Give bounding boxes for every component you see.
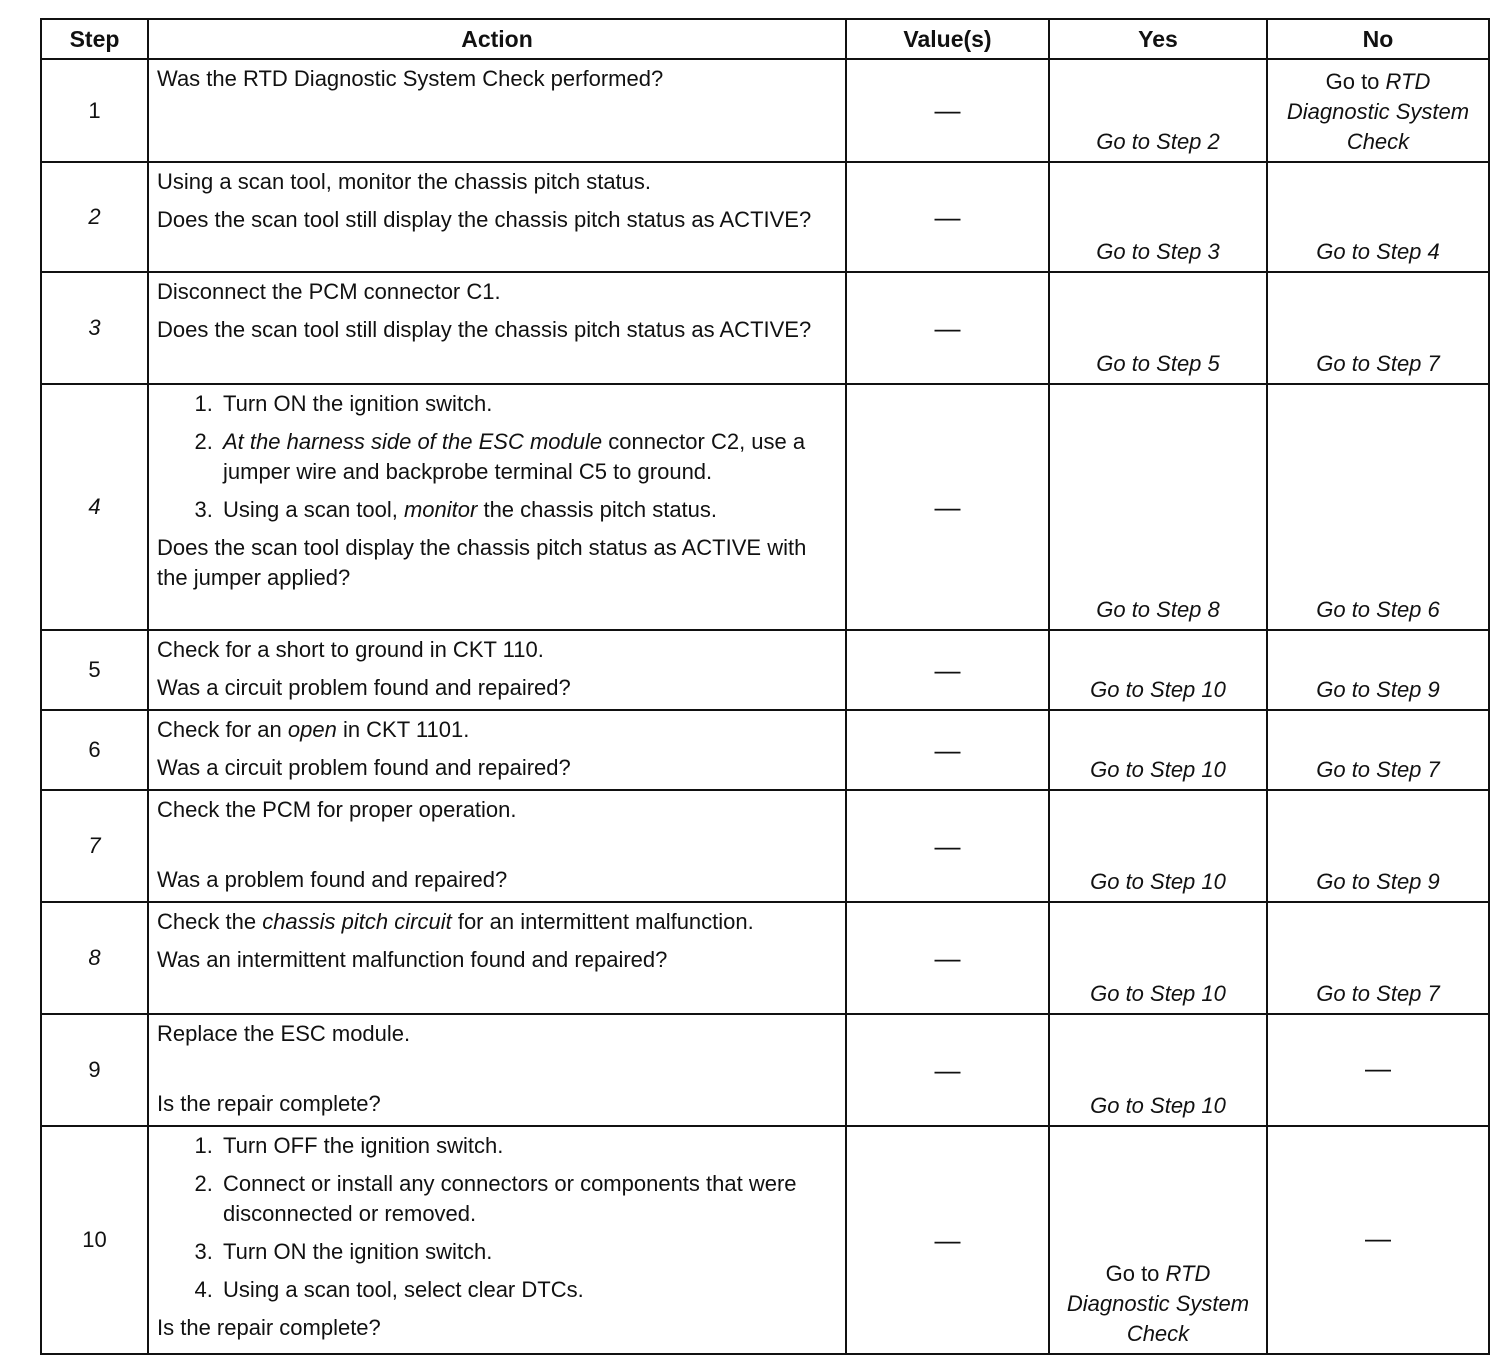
action-text: Using a scan tool, monitor the chassis pitch status. bbox=[157, 169, 652, 194]
action-text: Check for a short to ground in CKT 110. bbox=[157, 637, 544, 662]
action-cell bbox=[148, 1126, 846, 1354]
no-cell: Go to Step 4 bbox=[1267, 162, 1489, 272]
action-cell bbox=[148, 902, 846, 1014]
action-question: Was a circuit problem found and repaired? bbox=[157, 755, 571, 780]
action-steps-list bbox=[157, 389, 837, 525]
value-cell: — bbox=[846, 59, 1049, 162]
list-item: 3. Using a scan tool, monitor the chassis pitch status. bbox=[219, 495, 837, 525]
value-cell: — bbox=[846, 272, 1049, 384]
action-text: Check the PCM for proper operation. bbox=[157, 797, 517, 822]
table-row bbox=[41, 1126, 1489, 1354]
action-question: Does the scan tool display the chassis pitch status as ACTIVE with the jumper applied? bbox=[157, 535, 807, 590]
action-question: Does the scan tool still display the chassis pitch status as ACTIVE? bbox=[157, 317, 812, 342]
header-row bbox=[41, 19, 1489, 59]
value-cell: — bbox=[846, 902, 1049, 1014]
list-item: 1. Turn ON the ignition switch. bbox=[219, 389, 837, 419]
action-cell bbox=[148, 162, 846, 272]
yes-cell: Go to Step 5 bbox=[1049, 272, 1267, 384]
action-text: Disconnect the PCM connector C1. bbox=[157, 279, 501, 304]
no-cell: Go to Step 7 bbox=[1267, 902, 1489, 1014]
value-cell: — bbox=[846, 790, 1049, 902]
table-row bbox=[41, 1014, 1489, 1126]
step-number: 9 bbox=[41, 1014, 148, 1126]
no-cell bbox=[1267, 59, 1489, 162]
table-row bbox=[41, 790, 1489, 902]
diagnostic-table bbox=[40, 18, 1490, 1355]
step-number: 6 bbox=[41, 710, 148, 790]
step-number: 8 bbox=[41, 902, 148, 1014]
header-values: Value(s) bbox=[846, 19, 1049, 59]
value-cell: — bbox=[846, 710, 1049, 790]
list-item: 4. Using a scan tool, select clear DTCs. bbox=[219, 1275, 837, 1305]
table-row bbox=[41, 59, 1489, 162]
value-cell: — bbox=[846, 162, 1049, 272]
step-number: 5 bbox=[41, 630, 148, 710]
action-cell bbox=[148, 630, 846, 710]
step-number: 1 bbox=[41, 59, 148, 162]
no-prefix: Go to bbox=[1325, 69, 1380, 94]
step-number: 10 bbox=[41, 1126, 148, 1354]
table-row bbox=[41, 272, 1489, 384]
value-cell: — bbox=[846, 1126, 1049, 1354]
action-text: Was the RTD Diagnostic System Check performed? bbox=[157, 66, 664, 91]
header-no: No bbox=[1267, 19, 1489, 59]
step-number: 4 bbox=[41, 384, 148, 630]
no-cell: Go to Step 9 bbox=[1267, 630, 1489, 710]
no-cell: Go to Step 9 bbox=[1267, 790, 1489, 902]
step-number: 3 bbox=[41, 272, 148, 384]
table-row bbox=[41, 710, 1489, 790]
action-text: Check the chassis pitch circuit for an intermittent malfunction. bbox=[157, 909, 754, 934]
action-cell bbox=[148, 384, 846, 630]
action-steps-list bbox=[157, 1131, 837, 1305]
value-cell: — bbox=[846, 630, 1049, 710]
list-item: 2. Connect or install any connectors or components that were disconnected or removed. bbox=[219, 1169, 837, 1229]
value-cell: — bbox=[846, 1014, 1049, 1126]
table-row bbox=[41, 162, 1489, 272]
action-cell bbox=[148, 1014, 846, 1126]
list-item: 2. At the harness side of the ESC module connector C2, use a jumper wire and backprobe terminal C5 to ground. bbox=[219, 427, 837, 487]
yes-cell: Go to Step 2 bbox=[1049, 59, 1267, 162]
action-question: Is the repair complete? bbox=[157, 1315, 381, 1340]
action-cell bbox=[148, 59, 846, 162]
table-row bbox=[41, 384, 1489, 630]
table-row bbox=[41, 630, 1489, 710]
yes-cell bbox=[1049, 1126, 1267, 1354]
header-step: Step bbox=[41, 19, 148, 59]
yes-cell: Go to Step 10 bbox=[1049, 1014, 1267, 1126]
list-item: 1. Turn OFF the ignition switch. bbox=[219, 1131, 837, 1161]
value-cell: — bbox=[846, 384, 1049, 630]
no-cell: Go to Step 7 bbox=[1267, 272, 1489, 384]
action-cell bbox=[148, 710, 846, 790]
action-cell bbox=[148, 790, 846, 902]
no-cell: Go to Step 7 bbox=[1267, 710, 1489, 790]
yes-cell: Go to Step 10 bbox=[1049, 902, 1267, 1014]
action-text: Replace the ESC module. bbox=[157, 1021, 411, 1046]
step-number: 2 bbox=[41, 162, 148, 272]
header-action: Action bbox=[148, 19, 846, 59]
action-question: Is the repair complete? bbox=[157, 1091, 381, 1116]
yes-cell: Go to Step 10 bbox=[1049, 790, 1267, 902]
table-row bbox=[41, 902, 1489, 1014]
yes-cell: Go to Step 3 bbox=[1049, 162, 1267, 272]
yes-prefix: Go to bbox=[1105, 1261, 1160, 1286]
list-item: 3. Turn ON the ignition switch. bbox=[219, 1237, 837, 1267]
no-link: RTD Diagnostic System Check bbox=[1286, 69, 1470, 154]
header-yes: Yes bbox=[1049, 19, 1267, 59]
yes-cell: Go to Step 8 bbox=[1049, 384, 1267, 630]
action-question: Was an intermittent malfunction found and repaired? bbox=[157, 947, 668, 972]
action-question: Does the scan tool still display the chassis pitch status as ACTIVE? bbox=[157, 207, 812, 232]
step-number: 7 bbox=[41, 790, 148, 902]
yes-cell: Go to Step 10 bbox=[1049, 630, 1267, 710]
yes-cell: Go to Step 10 bbox=[1049, 710, 1267, 790]
action-question: Was a circuit problem found and repaired? bbox=[157, 675, 571, 700]
action-text: Check for an open in CKT 1101. bbox=[157, 717, 470, 742]
no-cell: Go to Step 6 bbox=[1267, 384, 1489, 630]
yes-link: RTD Diagnostic System Check bbox=[1066, 1261, 1250, 1346]
action-question: Was a problem found and repaired? bbox=[157, 867, 508, 892]
no-cell: — bbox=[1267, 1126, 1489, 1354]
no-cell: — bbox=[1267, 1014, 1489, 1126]
action-cell bbox=[148, 272, 846, 384]
